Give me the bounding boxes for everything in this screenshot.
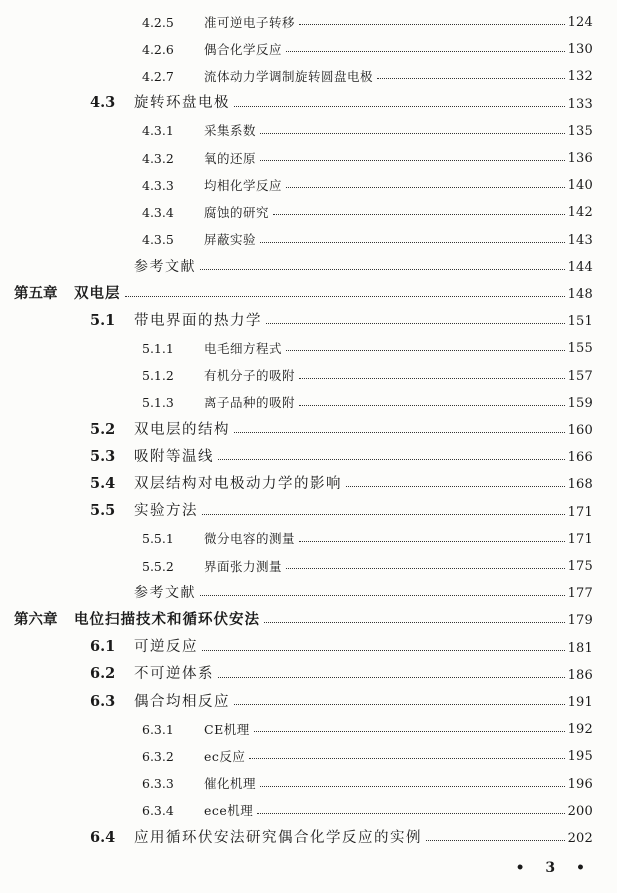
dot-leader — [273, 214, 565, 215]
entry-title: 偶合均相反应 — [134, 693, 230, 710]
entry-page-number: 159 — [567, 395, 593, 411]
entry-page-number: 148 — [567, 287, 593, 302]
dot-leader — [234, 106, 565, 107]
entry-number: 4.3.3 — [142, 177, 174, 193]
dot-leader — [260, 242, 565, 243]
dot-leader — [200, 595, 565, 596]
entry-number: 5.1.1 — [142, 340, 174, 356]
dot-leader — [264, 622, 565, 623]
section-entry — [142, 7, 593, 29]
entry-page-number: 135 — [567, 123, 593, 139]
entry-title: ece机理 — [204, 803, 254, 819]
entry-page-number: 160 — [567, 423, 593, 438]
dot-leader — [299, 378, 565, 379]
entry-page-number: 133 — [567, 96, 593, 112]
references-entry — [134, 252, 593, 274]
section-entry — [90, 415, 593, 437]
entry-number: 5.1.3 — [142, 395, 174, 411]
chapter-entry — [14, 279, 593, 301]
entry-title: 催化机理 — [204, 776, 257, 792]
section-entry — [142, 143, 593, 165]
entry-number: 5.3 — [90, 447, 116, 465]
entry-page-number: 130 — [567, 42, 593, 58]
entry-page-number: 200 — [567, 803, 593, 819]
dot-leader — [346, 486, 565, 487]
dot-leader — [234, 432, 565, 433]
entry-title: 流体动力学调制旋转圆盘电极 — [204, 68, 374, 84]
entry-page-number: 124 — [567, 15, 593, 30]
section-entry — [90, 306, 593, 328]
entry-title: 不可逆体系 — [134, 666, 214, 683]
entry-number: 5.1.2 — [142, 368, 174, 384]
entry-page-number: 195 — [567, 749, 593, 765]
entry-page-number: 142 — [567, 205, 593, 221]
entry-number: 5.1 — [90, 311, 116, 329]
entry-page-number: 186 — [567, 667, 593, 683]
entry-title: CE机理 — [204, 721, 250, 737]
dot-leader — [249, 758, 564, 759]
dot-leader — [254, 731, 565, 732]
entry-title: 氧的还原 — [204, 150, 257, 166]
entry-title: 可逆反应 — [134, 639, 198, 656]
dot-leader — [286, 568, 565, 569]
section-entry — [90, 497, 593, 519]
section-entry — [142, 796, 593, 818]
entry-page-number: 144 — [567, 259, 593, 275]
entry-page-number: 171 — [567, 531, 593, 547]
dot-leader — [200, 269, 565, 270]
section-entry — [90, 89, 593, 111]
dot-leader — [377, 78, 565, 79]
entry-title: 实验方法 — [134, 503, 198, 520]
entry-title: 双电层 — [74, 284, 121, 302]
entry-page-number: 132 — [567, 69, 593, 85]
dot-leader — [218, 459, 565, 460]
section-entry — [142, 116, 593, 138]
dot-leader — [299, 24, 565, 25]
entry-number: 5.2 — [90, 420, 116, 438]
entry-title: 双电层的结构 — [134, 421, 230, 438]
entry-number: 6.3.1 — [142, 721, 174, 737]
section-entry — [90, 442, 593, 464]
entry-number: 6.3.4 — [142, 803, 174, 819]
dot-leader — [299, 541, 565, 542]
entry-number: 5.5.2 — [142, 558, 174, 574]
entry-title: 参考文献 — [134, 258, 196, 275]
section-entry — [142, 769, 593, 791]
entry-number: 4.3.2 — [142, 150, 174, 166]
entry-number: 6.4 — [90, 828, 116, 846]
entry-page-number: 202 — [567, 831, 593, 846]
entry-title: 离子品种的吸附 — [204, 395, 296, 411]
entry-title: 应用循环伏安法研究偶合化学反应的实例 — [134, 829, 422, 846]
entry-page-number: 136 — [567, 151, 593, 166]
dot-leader — [266, 323, 565, 324]
entry-page-number: 181 — [567, 640, 593, 656]
entry-title: 准可逆电子转移 — [204, 14, 296, 30]
dot-leader — [299, 405, 565, 406]
entry-title: 屏蔽实验 — [204, 232, 257, 248]
entry-title: 界面张力测量 — [204, 558, 283, 574]
entry-number: 4.3 — [90, 94, 116, 112]
entry-title: 微分电容的测量 — [204, 531, 296, 547]
entry-title: 电位扫描技术和循环伏安法 — [74, 610, 260, 628]
entry-title: ec反应 — [204, 748, 246, 764]
section-entry — [142, 741, 593, 763]
entry-title: 带电界面的热力学 — [134, 312, 262, 329]
section-entry — [142, 524, 593, 546]
entry-page-number: 155 — [567, 341, 593, 357]
dot-leader — [426, 840, 565, 841]
entry-title: 有机分子的吸附 — [204, 368, 296, 384]
entry-page-number: 168 — [567, 477, 593, 493]
entry-number: 4.3.5 — [142, 232, 174, 248]
dot-leader — [260, 160, 565, 161]
dot-leader — [202, 514, 565, 515]
section-entry — [142, 170, 593, 192]
entry-number: 4.3.1 — [142, 123, 174, 139]
entry-number: 第六章 — [14, 610, 58, 628]
entry-number: 6.1 — [90, 638, 116, 656]
entry-title: 采集系数 — [204, 123, 257, 139]
entry-title: 双层结构对电极动力学的影响 — [134, 475, 342, 492]
entry-number: 6.2 — [90, 665, 116, 683]
dot-leader — [260, 786, 565, 787]
entry-page-number: 157 — [567, 368, 593, 384]
section-entry — [90, 633, 593, 655]
entry-number: 6.3.3 — [142, 776, 174, 792]
entry-page-number: 179 — [567, 613, 593, 629]
section-entry — [142, 361, 593, 383]
entry-title: 偶合化学反应 — [204, 41, 283, 57]
entry-page-number: 177 — [567, 586, 593, 602]
entry-number: 5.5 — [90, 502, 116, 520]
section-entry — [90, 469, 593, 491]
entry-page-number: 196 — [567, 776, 593, 792]
entry-page-number: 140 — [567, 178, 593, 194]
entry-number: 4.2.7 — [142, 68, 174, 84]
references-entry — [134, 578, 593, 600]
dot-leader — [286, 51, 565, 52]
section-entry — [90, 823, 593, 845]
entry-page-number: 175 — [567, 559, 593, 574]
entry-page-number: 166 — [567, 450, 593, 466]
entry-number: 5.5.1 — [142, 531, 174, 547]
dot-leader — [286, 350, 565, 351]
entry-number: 4.2.6 — [142, 41, 174, 57]
section-entry — [142, 714, 593, 736]
entry-number: 6.3.2 — [142, 748, 174, 764]
dot-leader — [234, 704, 565, 705]
dot-leader — [260, 133, 565, 134]
entry-page-number: 171 — [567, 504, 593, 520]
dot-leader — [202, 650, 565, 651]
entry-title: 参考文献 — [134, 585, 196, 602]
entry-page-number: 143 — [567, 232, 593, 248]
section-entry — [142, 197, 593, 219]
section-entry — [142, 61, 593, 83]
entry-title: 吸附等温线 — [134, 448, 214, 465]
entry-page-number: 191 — [567, 695, 593, 710]
entry-page-number: 151 — [567, 314, 593, 330]
entry-number: 5.4 — [90, 474, 116, 492]
section-entry — [90, 660, 593, 682]
section-entry — [142, 388, 593, 410]
dot-leader — [125, 296, 565, 297]
dot-leader — [286, 187, 565, 188]
section-entry — [142, 551, 593, 573]
chapter-entry — [14, 605, 593, 627]
section-entry — [142, 333, 593, 355]
entry-number: 第五章 — [14, 284, 58, 302]
entry-title: 腐蚀的研究 — [204, 204, 270, 220]
entry-number: 4.2.5 — [142, 14, 174, 30]
page-number: • 3 • — [515, 860, 593, 876]
entry-number: 6.3 — [90, 692, 116, 710]
section-entry — [90, 687, 593, 709]
entry-page-number: 192 — [567, 722, 593, 738]
entry-title: 旋转环盘电极 — [134, 95, 230, 112]
entry-title: 均相化学反应 — [204, 177, 283, 193]
entry-number: 4.3.4 — [142, 204, 174, 220]
dot-leader — [218, 677, 565, 678]
section-entry — [142, 225, 593, 247]
entry-title: 电毛细方程式 — [204, 340, 283, 356]
dot-leader — [257, 813, 564, 814]
section-entry — [142, 34, 593, 56]
